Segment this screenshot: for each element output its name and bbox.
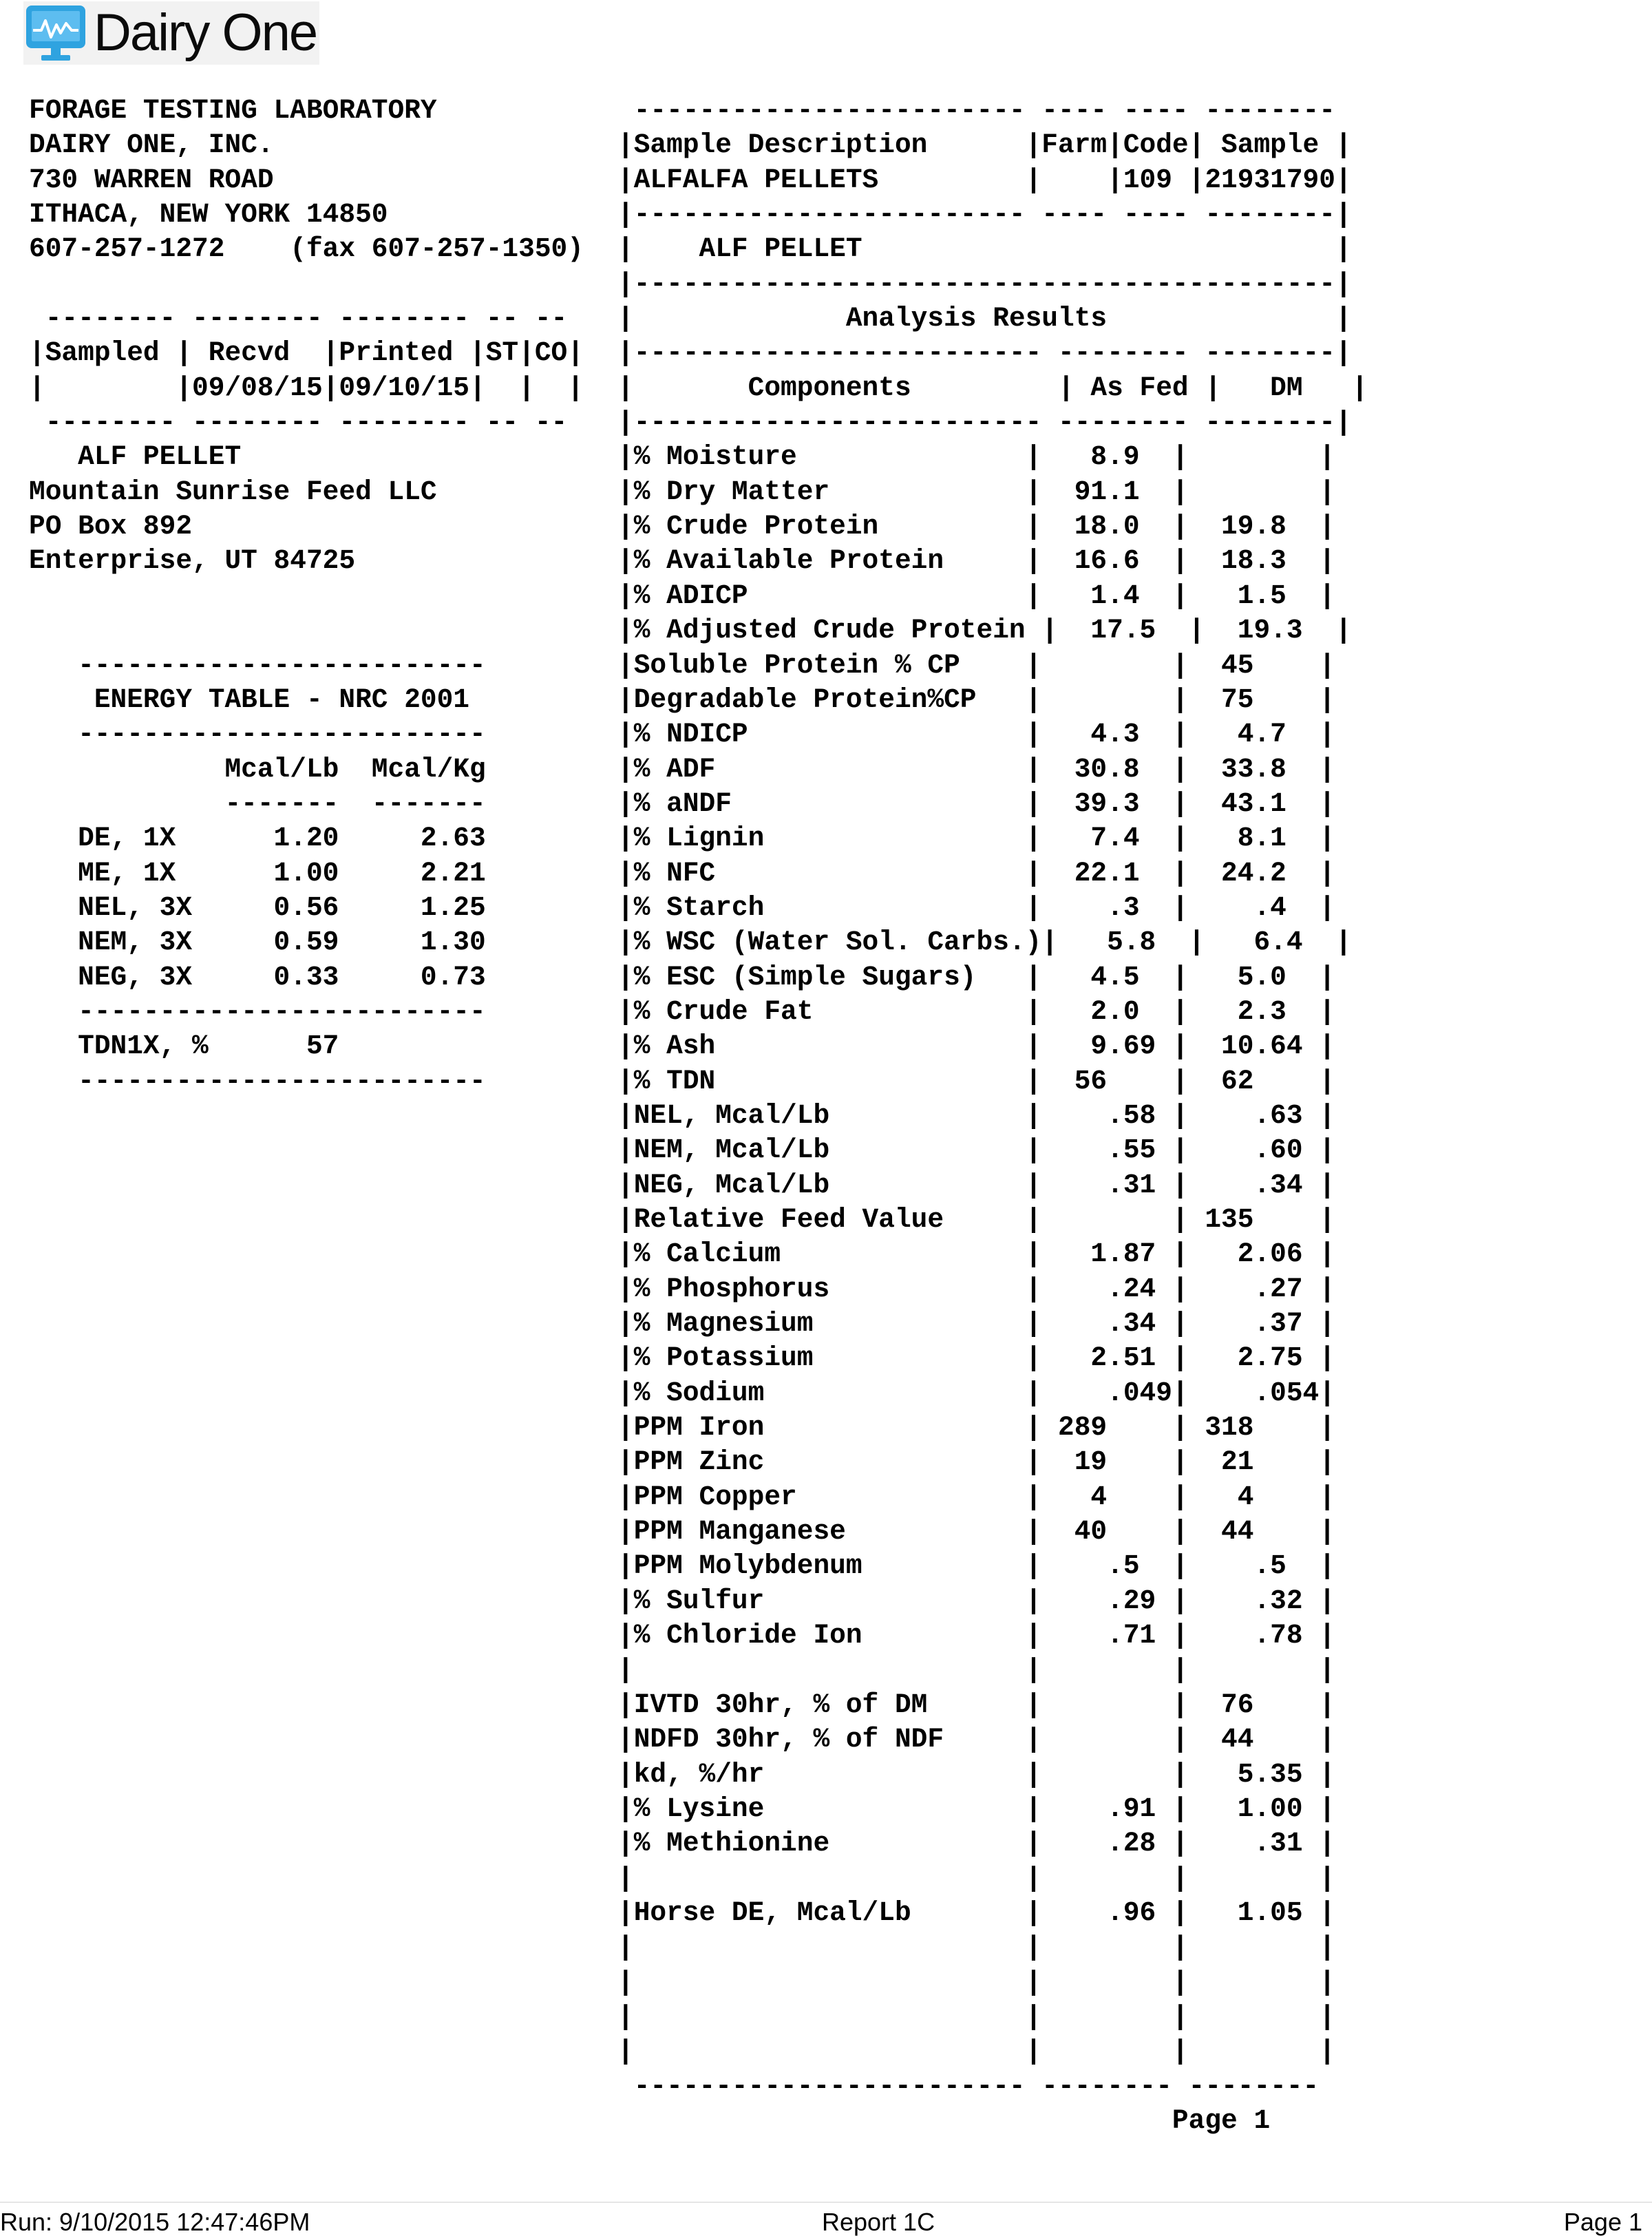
results-line: |-------------------------------------------| <box>617 268 1352 299</box>
results-line: |Degradable Protein%CP | | 75 | <box>617 684 1335 715</box>
results-line: |NEG, Mcal/Lb | .31 | .34 | <box>617 1169 1335 1201</box>
results-line: | Components | As Fed | DM | <box>617 372 1368 403</box>
results-line: |kd, %/hr | | 5.35 | <box>617 1758 1335 1790</box>
results-line: |% ADICP | 1.4 | 1.5 | <box>617 580 1335 611</box>
lab-info-line: -------- -------- -------- -- -- <box>29 303 568 335</box>
results-line: |------------------------- -------- --------| <box>617 407 1352 439</box>
brand-name: Dairy One <box>94 3 317 62</box>
results-line: |% Starch | .3 | .4 | <box>617 892 1335 923</box>
results-line: |% Chloride Ion | .71 | .78 | <box>617 1620 1335 1652</box>
lab-info-line: ------- ------- <box>29 788 486 819</box>
lab-info-line: NEG, 3X 0.33 0.73 <box>29 961 486 993</box>
results-line: |% aNDF | 39.3 | 43.1 | <box>617 788 1335 819</box>
lab-info-line: 607-257-1272 (fax 607-257-1350) <box>29 233 584 265</box>
results-line: |% Methionine | .28 | .31 | <box>617 1828 1335 1859</box>
results-line: |% Sulfur | .29 | .32 | <box>617 1585 1335 1616</box>
results-line: | Analysis Results | <box>617 303 1352 335</box>
results-line: | | | | <box>617 1966 1335 1998</box>
results-line: |Sample Description |Farm|Code| Sample | <box>617 129 1352 161</box>
results-line: |% Magnesium | .34 | .37 | <box>617 1308 1335 1340</box>
lab-info-line: Enterprise, UT 84725 <box>29 545 356 577</box>
lab-info-line: ENERGY TABLE - NRC 2001 <box>29 684 470 715</box>
results-line: |% Phosphorus | .24 | .27 | <box>617 1273 1335 1305</box>
dairy-one-logo <box>23 1 319 65</box>
results-line: |% Adjusted Crude Protein | 17.5 | 19.3 | <box>617 615 1352 646</box>
lab-info-line: DAIRY ONE, INC. <box>29 129 274 161</box>
lab-info-line: ALF PELLET <box>29 441 242 473</box>
results-line: |NDFD 30hr, % of NDF | | 44 | <box>617 1724 1335 1755</box>
lab-info-line: ------------------------- <box>29 719 486 750</box>
run-timestamp: Run: 9/10/2015 12:47:46PM <box>0 2208 310 2236</box>
results-line: | | | | <box>617 1654 1335 1686</box>
lab-info-line: 730 WARREN ROAD <box>29 164 274 196</box>
lab-info-line: |Sampled | Recvd |Printed |ST|CO| <box>29 337 584 369</box>
results-line: |% Lignin | 7.4 | 8.1 | <box>617 823 1335 854</box>
lab-info-line: FORAGE TESTING LABORATORY <box>29 95 437 126</box>
lab-info-and-energy-table <box>29 94 584 1099</box>
lab-info-line: ME, 1X 1.00 2.21 <box>29 857 486 889</box>
results-line: |% Crude Protein | 18.0 | 19.8 | <box>617 511 1335 542</box>
results-line: |ALFALFA PELLETS | |109 |21931790| <box>617 164 1352 196</box>
results-line: |PPM Manganese | 40 | 44 | <box>617 1516 1335 1548</box>
results-line: |NEM, Mcal/Lb | .55 | .60 | <box>617 1135 1335 1166</box>
results-line: |% NFC | 22.1 | 24.2 | <box>617 857 1335 889</box>
results-line: |% Potassium | 2.51 | 2.75 | <box>617 1342 1335 1374</box>
results-line: |PPM Iron | 289 | 318 | <box>617 1412 1335 1444</box>
results-line: |% ADF | 30.8 | 33.8 | <box>617 753 1335 785</box>
lab-info-line: DE, 1X 1.20 2.63 <box>29 823 486 854</box>
results-line: | ALF PELLET | <box>617 233 1352 265</box>
results-line: | | | | <box>617 1862 1335 1894</box>
lab-info-line: | |09/08/15|09/10/15| | | <box>29 372 584 403</box>
results-line: |% WSC (Water Sol. Carbs.)| 5.8 | 6.4 | <box>617 927 1352 958</box>
results-line: Page 1 <box>617 2105 1271 2136</box>
lab-info-line: ------------------------- <box>29 995 486 1027</box>
results-line: |PPM Zinc | 19 | 21 | <box>617 1446 1335 1478</box>
results-line: |% TDN | 56 | 62 | <box>617 1065 1335 1097</box>
results-line: ------------------------ -------- -------- <box>617 2070 1320 2102</box>
results-line: | | | | <box>617 2036 1335 2067</box>
lab-info-line: Mcal/Lb Mcal/Kg <box>29 753 486 785</box>
chart-monitor-icon <box>25 3 87 63</box>
results-line: ------------------------ ---- ---- -------- <box>617 95 1335 126</box>
results-line: |% ESC (Simple Sugars) | 4.5 | 5.0 | <box>617 961 1335 993</box>
results-line: |------------------------- -------- --------| <box>617 337 1352 369</box>
lab-info-line: TDN1X, % 57 <box>29 1031 339 1062</box>
results-line: |% Available Protein | 16.6 | 18.3 | <box>617 545 1335 577</box>
lab-info-line: ------------------------- <box>29 1065 486 1097</box>
lab-info-line <box>29 267 584 302</box>
results-line: |PPM Molybdenum | .5 | .5 | <box>617 1550 1335 1582</box>
results-line: | | | | <box>617 1932 1335 1963</box>
lab-info-line: -------- -------- -------- -- -- <box>29 407 568 439</box>
results-line: |% Ash | 9.69 | 10.64 | <box>617 1031 1335 1062</box>
lab-info-line: ------------------------- <box>29 649 486 681</box>
results-line: |PPM Copper | 4 | 4 | <box>617 1481 1335 1512</box>
results-line: |% Calcium | 1.87 | 2.06 | <box>617 1238 1335 1270</box>
results-line: |Horse DE, Mcal/Lb | .96 | 1.05 | <box>617 1897 1335 1928</box>
lab-info-line: NEM, 3X 0.59 1.30 <box>29 927 486 958</box>
results-line: |NEL, Mcal/Lb | .58 | .63 | <box>617 1099 1335 1131</box>
results-line: |% NDICP | 4.3 | 4.7 | <box>617 719 1335 750</box>
results-line: | | | | <box>617 2001 1335 2032</box>
lab-info-line <box>29 613 584 648</box>
lab-info-line: Mountain Sunrise Feed LLC <box>29 476 437 507</box>
lab-info-line: NEL, 3X 0.56 1.25 <box>29 892 486 923</box>
results-line: |% Lysine | .91 | 1.00 | <box>617 1793 1335 1824</box>
results-line: |Soluble Protein % CP | | 45 | <box>617 649 1335 681</box>
results-line: |% Moisture | 8.9 | | <box>617 441 1335 473</box>
results-line: |% Sodium | .049| .054| <box>617 1377 1335 1409</box>
lab-info-line <box>29 579 584 613</box>
results-line: |% Dry Matter | 91.1 | | <box>617 476 1335 507</box>
lab-info-line: ITHACA, NEW YORK 14850 <box>29 199 388 231</box>
results-line: |------------------------ ---- ---- --------| <box>617 199 1352 231</box>
lab-info-line: PO Box 892 <box>29 511 193 542</box>
report-id: Report 1C <box>822 2208 935 2236</box>
footer-divider <box>0 2202 1652 2203</box>
analysis-results-table <box>617 94 1368 2138</box>
results-line: |IVTD 30hr, % of DM | | 76 | <box>617 1689 1335 1720</box>
results-line: |Relative Feed Value | | 135 | <box>617 1204 1335 1235</box>
results-line: |% Crude Fat | 2.0 | 2.3 | <box>617 995 1335 1027</box>
page-number: Page 1 <box>1563 2208 1642 2236</box>
